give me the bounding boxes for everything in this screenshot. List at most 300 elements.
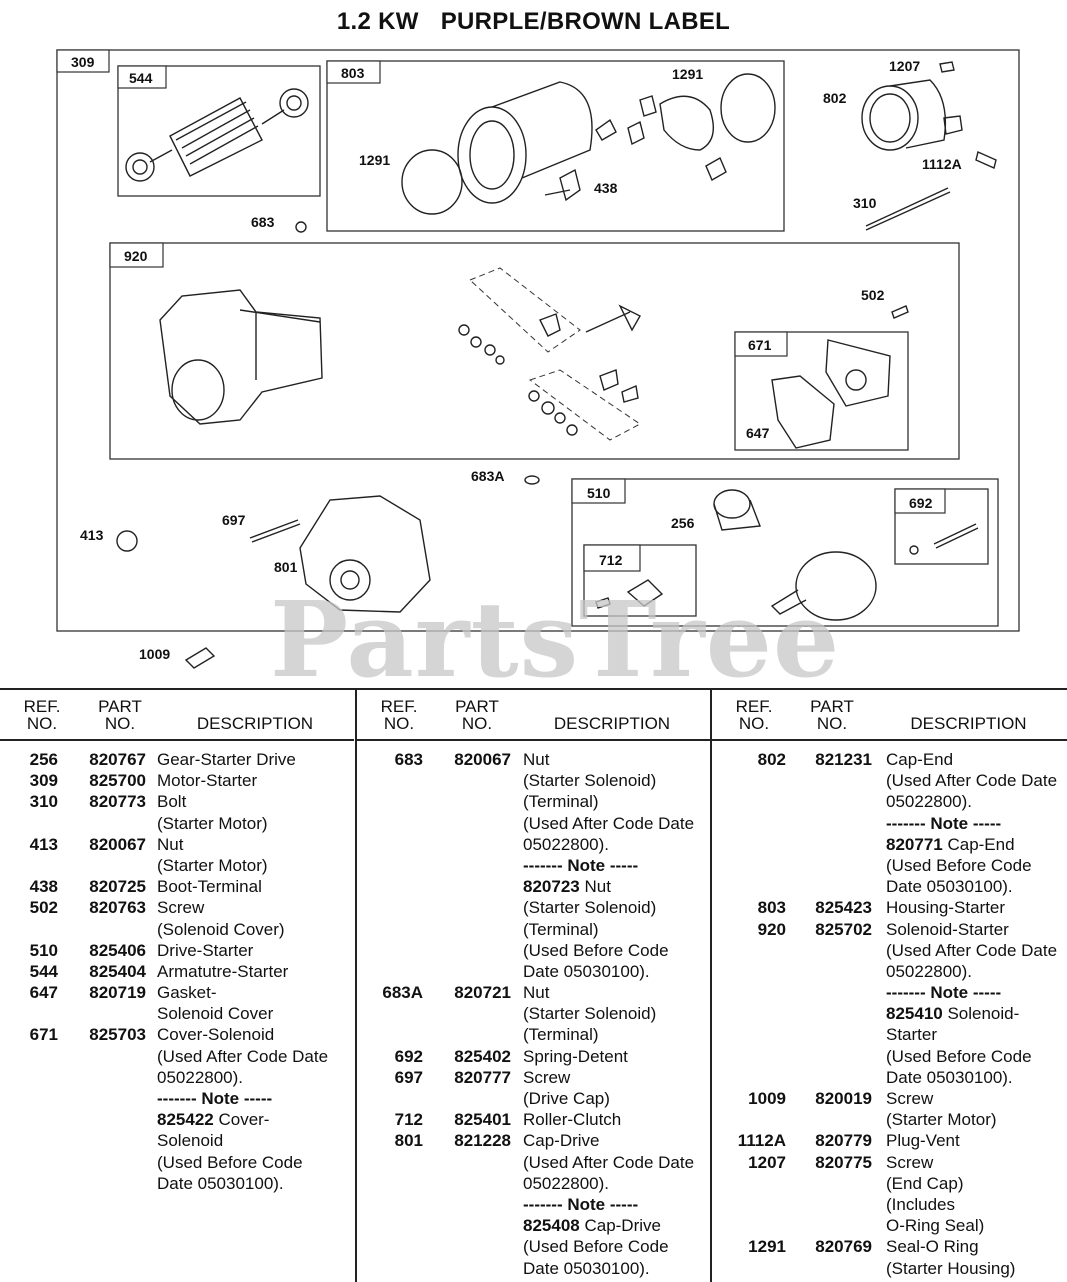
description-text: Gear-Starter Drive bbox=[157, 750, 296, 769]
table-row bbox=[357, 1194, 711, 1215]
description bbox=[157, 982, 217, 1003]
callout-1009: 1009 bbox=[139, 646, 171, 662]
table-row bbox=[0, 1109, 354, 1130]
description-text: Boot-Terminal bbox=[157, 877, 262, 897]
table-row bbox=[357, 1152, 711, 1173]
description bbox=[523, 1258, 650, 1279]
screw-1009-part bbox=[186, 648, 214, 668]
table-row bbox=[357, 1258, 711, 1279]
description bbox=[886, 1173, 963, 1194]
description bbox=[523, 1236, 669, 1257]
description bbox=[523, 1024, 599, 1045]
description-text: (Used Before Code bbox=[886, 1046, 1032, 1066]
nut-683A-part bbox=[525, 476, 539, 484]
table-row bbox=[357, 834, 711, 855]
description-text: Screw bbox=[523, 1067, 571, 1087]
description bbox=[523, 834, 609, 855]
table-row bbox=[712, 1173, 1067, 1194]
ref-no: 310 bbox=[29, 792, 58, 812]
description bbox=[886, 813, 1001, 834]
description-text: (Used Before Code bbox=[523, 940, 669, 960]
callout-1291-left: 1291 bbox=[359, 152, 391, 168]
description bbox=[523, 791, 599, 812]
callout-712: 712 bbox=[599, 552, 623, 568]
table-row bbox=[357, 961, 711, 982]
description bbox=[157, 834, 183, 855]
table-row bbox=[0, 1003, 354, 1024]
description bbox=[157, 1024, 274, 1045]
description-text: Date 05030100). bbox=[157, 1173, 284, 1193]
description bbox=[523, 876, 611, 897]
description bbox=[157, 1088, 272, 1109]
table-row bbox=[712, 1215, 1067, 1236]
description-text: Seal-O Ring bbox=[886, 1237, 979, 1257]
table-row bbox=[712, 791, 1067, 812]
part-no: 820767 bbox=[89, 750, 146, 769]
description-text: Nut bbox=[523, 983, 550, 1003]
description-text: Date 05030100). bbox=[523, 961, 650, 981]
description bbox=[886, 834, 1015, 855]
callout-920: 920 bbox=[124, 248, 148, 264]
table-row bbox=[357, 855, 711, 876]
ref-no: 1009 bbox=[748, 1089, 786, 1108]
description-text: (Terminal) bbox=[523, 792, 599, 812]
description-text: Solenoid bbox=[157, 1131, 224, 1151]
table-row bbox=[712, 1088, 1067, 1109]
table-row bbox=[357, 1088, 711, 1109]
description-text: Gasket- bbox=[157, 983, 217, 1003]
description bbox=[523, 1152, 694, 1173]
callout-803: 803 bbox=[341, 65, 365, 81]
table-row bbox=[0, 834, 354, 855]
callout-692: 692 bbox=[909, 495, 933, 511]
description-text: (Starter Motor) bbox=[886, 1110, 997, 1130]
description-text: (Starter Motor) bbox=[157, 813, 268, 833]
ref-no: 438 bbox=[29, 877, 58, 897]
ref-no: 510 bbox=[29, 940, 58, 960]
table-row bbox=[712, 1109, 1067, 1130]
description-text: 05022800). bbox=[523, 834, 610, 854]
description-text: (Used After Code Date bbox=[523, 1152, 695, 1172]
ref-no: 647 bbox=[29, 983, 58, 1003]
table-row bbox=[357, 876, 711, 897]
spring-part bbox=[934, 524, 978, 548]
description bbox=[157, 919, 285, 940]
part-no: 825700 bbox=[89, 771, 146, 791]
part-no: 821228 bbox=[454, 1131, 511, 1151]
table-row bbox=[712, 1236, 1067, 1257]
table-row bbox=[0, 940, 354, 961]
description bbox=[886, 1109, 997, 1130]
callout-802: 802 bbox=[823, 90, 847, 106]
table-row bbox=[712, 1130, 1067, 1151]
callout-309: 309 bbox=[71, 54, 95, 70]
table-row bbox=[712, 897, 1067, 918]
description-text: Cover- bbox=[213, 1110, 270, 1130]
table-row bbox=[712, 1003, 1067, 1024]
table-row bbox=[712, 770, 1067, 791]
description-text: (Starter Motor) bbox=[157, 855, 268, 875]
description bbox=[886, 1067, 1013, 1088]
description bbox=[523, 961, 650, 982]
table-row bbox=[357, 897, 711, 918]
description bbox=[886, 919, 1009, 940]
part-no: 820019 bbox=[815, 1089, 872, 1108]
description-text: ------- Note ----- bbox=[886, 813, 1002, 833]
description bbox=[523, 1173, 609, 1194]
ref-no: 803 bbox=[757, 898, 786, 918]
description bbox=[523, 770, 656, 791]
description bbox=[886, 940, 1057, 961]
parts-rows bbox=[357, 749, 711, 1279]
table-row bbox=[357, 791, 711, 812]
description bbox=[886, 1003, 1019, 1024]
parts-column-1 bbox=[0, 690, 354, 1282]
description-text: ------- Note ----- bbox=[523, 855, 639, 875]
description bbox=[157, 1046, 328, 1067]
description-text: 05022800). bbox=[523, 1173, 610, 1193]
description bbox=[157, 961, 288, 982]
description bbox=[157, 1152, 303, 1173]
description bbox=[886, 1130, 960, 1151]
part-no: 825402 bbox=[454, 1046, 511, 1066]
ref-no: 1112A bbox=[737, 1131, 786, 1151]
part-no: 820725 bbox=[89, 877, 146, 897]
nut-413-part bbox=[117, 531, 137, 551]
table-row bbox=[0, 855, 354, 876]
ref-no: 712 bbox=[394, 1110, 423, 1130]
description-text: (Used Before Code bbox=[523, 1237, 669, 1257]
ref-no: 671 bbox=[29, 1025, 58, 1045]
description bbox=[523, 1194, 638, 1215]
table-row bbox=[0, 897, 354, 918]
description bbox=[886, 876, 1013, 897]
table-row bbox=[0, 1046, 354, 1067]
description-text: Roller-Clutch bbox=[523, 1110, 622, 1130]
description-text: Cap-End bbox=[886, 750, 954, 769]
parts-rows bbox=[712, 749, 1067, 1279]
description-text: (Used Before Code bbox=[886, 855, 1032, 875]
table-row bbox=[712, 982, 1067, 1003]
callout-544: 544 bbox=[129, 70, 153, 86]
description bbox=[157, 770, 257, 791]
ref-no: 697 bbox=[394, 1067, 423, 1087]
table-row bbox=[357, 940, 711, 961]
description bbox=[523, 919, 599, 940]
table-header: REF. NO. PART NO. DESCRIPTION bbox=[0, 690, 354, 741]
nut-683-part bbox=[296, 222, 306, 232]
description bbox=[886, 791, 972, 812]
housing-part bbox=[402, 74, 775, 214]
description-text: (Terminal) bbox=[523, 1025, 599, 1045]
table-row bbox=[0, 919, 354, 940]
description bbox=[523, 1003, 656, 1024]
callout-438: 438 bbox=[594, 180, 618, 196]
part-no: 820067 bbox=[454, 750, 511, 769]
part-no: 820721 bbox=[454, 983, 511, 1003]
callout-1207: 1207 bbox=[889, 58, 921, 74]
description-text: Solenoid-Starter bbox=[886, 919, 1009, 939]
ref-no: 309 bbox=[29, 771, 58, 791]
description-text: ------- Note ----- bbox=[523, 1194, 639, 1214]
description-text: ------- Note ----- bbox=[157, 1089, 273, 1108]
description bbox=[886, 1236, 979, 1257]
description-text: (Includes bbox=[886, 1194, 955, 1214]
description-text: Nut bbox=[157, 834, 184, 854]
alt-part-no: 825408 bbox=[523, 1216, 580, 1236]
part-no: 825404 bbox=[89, 961, 146, 981]
alt-part-no: 825422 bbox=[157, 1110, 214, 1130]
table-row bbox=[712, 1067, 1067, 1088]
description bbox=[157, 876, 262, 897]
table-row bbox=[712, 749, 1067, 770]
description-text: (Starter Solenoid) bbox=[523, 898, 657, 918]
table-row bbox=[0, 791, 354, 812]
parts-column-2 bbox=[355, 690, 711, 1282]
description-text: (Terminal) bbox=[523, 919, 599, 939]
description-text: (Used After Code Date bbox=[523, 813, 695, 833]
callout-1112A: 1112A bbox=[922, 156, 962, 172]
part-no: 821231 bbox=[815, 750, 872, 769]
callout-697: 697 bbox=[222, 512, 246, 528]
callout-510: 510 bbox=[587, 485, 611, 501]
alt-part-no: 820723 bbox=[523, 877, 580, 897]
description bbox=[523, 1067, 570, 1088]
table-row bbox=[712, 876, 1067, 897]
table-row bbox=[0, 1024, 354, 1045]
description-text: (End Cap) bbox=[886, 1173, 964, 1193]
table-row bbox=[0, 1173, 354, 1194]
callout-413: 413 bbox=[80, 527, 104, 543]
description-text: Armatutre-Starter bbox=[157, 961, 289, 981]
part-no: 820773 bbox=[89, 792, 146, 812]
table-header: REF. NO. PART NO. DESCRIPTION bbox=[357, 690, 711, 741]
description-text: Housing-Starter bbox=[886, 898, 1006, 918]
description-text: ------- Note ----- bbox=[886, 983, 1002, 1003]
callout-801: 801 bbox=[274, 559, 298, 575]
description bbox=[157, 791, 186, 812]
ref-no: 683 bbox=[394, 750, 423, 769]
description-text: (Starter Solenoid) bbox=[523, 771, 657, 791]
table-row bbox=[0, 1130, 354, 1151]
table-row bbox=[357, 982, 711, 1003]
table-row bbox=[357, 1173, 711, 1194]
part-no: 820719 bbox=[89, 983, 146, 1003]
description bbox=[886, 1194, 955, 1215]
ref-no: 544 bbox=[29, 961, 58, 981]
description-text: O-Ring Seal) bbox=[886, 1216, 985, 1236]
ref-no: 920 bbox=[757, 919, 786, 939]
description bbox=[523, 897, 656, 918]
description bbox=[523, 982, 549, 1003]
ref-no: 502 bbox=[29, 898, 58, 918]
description bbox=[523, 1088, 610, 1109]
description bbox=[886, 1046, 1032, 1067]
description bbox=[157, 1067, 243, 1088]
ref-no: 413 bbox=[29, 834, 58, 854]
description bbox=[886, 1258, 1015, 1279]
description bbox=[886, 749, 953, 770]
alt-part-no: 820771 bbox=[886, 834, 943, 854]
ref-no: 256 bbox=[29, 750, 58, 769]
description bbox=[157, 813, 268, 834]
armature-part bbox=[126, 89, 308, 181]
ref-no: 802 bbox=[757, 750, 786, 769]
description bbox=[886, 1215, 984, 1236]
description-text: Nut bbox=[523, 750, 550, 769]
table-row bbox=[357, 770, 711, 791]
table-row bbox=[0, 749, 354, 770]
part-no: 820763 bbox=[89, 898, 146, 918]
table-row bbox=[357, 1024, 711, 1045]
table-row bbox=[0, 813, 354, 834]
table-row bbox=[0, 770, 354, 791]
description bbox=[886, 1088, 933, 1109]
description-text: 05022800). bbox=[886, 961, 973, 981]
cover-gasket-part bbox=[772, 340, 890, 448]
description-text: Cover-Solenoid bbox=[157, 1025, 275, 1045]
table-row bbox=[712, 1194, 1067, 1215]
description bbox=[157, 940, 253, 961]
description-text: Cap-End bbox=[942, 834, 1015, 854]
description-text: Plug-Vent bbox=[886, 1131, 960, 1151]
table-row bbox=[357, 1130, 711, 1151]
description-text: Screw bbox=[157, 898, 205, 918]
part-no: 825406 bbox=[89, 940, 146, 960]
part-no: 825702 bbox=[815, 919, 872, 939]
table-row bbox=[357, 813, 711, 834]
description-text: Solenoid- bbox=[942, 1004, 1020, 1024]
part-no: 820769 bbox=[815, 1237, 872, 1257]
part-no: 820777 bbox=[454, 1067, 511, 1087]
table-row bbox=[357, 1215, 711, 1236]
table-row bbox=[712, 834, 1067, 855]
alt-part-no: 825410 bbox=[886, 1004, 943, 1024]
description-text: Cap-Drive bbox=[523, 1131, 600, 1151]
table-row bbox=[0, 1152, 354, 1173]
part-no: 820779 bbox=[815, 1131, 872, 1151]
description bbox=[523, 940, 669, 961]
description-text: Motor-Starter bbox=[157, 771, 258, 791]
ref-no: 801 bbox=[394, 1131, 423, 1151]
description-text: Screw bbox=[886, 1152, 934, 1172]
description bbox=[157, 897, 204, 918]
solenoid-body-part bbox=[160, 290, 322, 424]
description bbox=[886, 897, 1005, 918]
description bbox=[886, 1024, 937, 1045]
description bbox=[886, 961, 972, 982]
description-text: (Used After Code Date bbox=[886, 771, 1058, 791]
table-row bbox=[357, 1236, 711, 1257]
description bbox=[523, 855, 638, 876]
description-text: (Used Before Code bbox=[157, 1152, 303, 1172]
parts-column-3 bbox=[710, 690, 1067, 1282]
table-row bbox=[357, 919, 711, 940]
description-text: Cap-Drive bbox=[579, 1216, 661, 1236]
description bbox=[523, 1046, 628, 1067]
description-text: (Starter Solenoid) bbox=[523, 1004, 657, 1024]
description bbox=[523, 749, 549, 770]
description-text: Date 05030100). bbox=[523, 1258, 650, 1278]
table-row bbox=[357, 1109, 711, 1130]
description-text: Starter bbox=[886, 1025, 938, 1045]
table-row bbox=[712, 919, 1067, 940]
table-row bbox=[0, 982, 354, 1003]
table-row bbox=[712, 1024, 1067, 1045]
callout-683A: 683A bbox=[471, 468, 505, 484]
description bbox=[523, 1109, 621, 1130]
table-row bbox=[712, 1152, 1067, 1173]
description-text: Drive-Starter bbox=[157, 940, 254, 960]
end-cap-part bbox=[862, 62, 996, 230]
description-text: (Solenoid Cover) bbox=[157, 919, 285, 939]
solenoid-small-parts bbox=[459, 268, 640, 440]
part-no: 820775 bbox=[815, 1152, 872, 1172]
part-no: 825423 bbox=[815, 898, 872, 918]
description bbox=[157, 1003, 273, 1024]
watermark: PartsTree bbox=[270, 578, 841, 701]
description-text: Solenoid Cover bbox=[157, 1004, 274, 1024]
description bbox=[157, 855, 268, 876]
description-text: 05022800). bbox=[157, 1067, 244, 1087]
description bbox=[523, 1130, 600, 1151]
callout-310: 310 bbox=[853, 195, 877, 211]
description bbox=[523, 813, 694, 834]
description-text: Screw bbox=[886, 1089, 934, 1108]
housing-803-box bbox=[327, 61, 784, 231]
description bbox=[157, 1130, 223, 1151]
description-text: Date 05030100). bbox=[886, 1067, 1013, 1087]
description-text: (Starter Housing) bbox=[886, 1258, 1016, 1278]
parts-table bbox=[0, 688, 1067, 1282]
description bbox=[886, 982, 1001, 1003]
ref-no: 1207 bbox=[748, 1152, 786, 1172]
ref-no: 692 bbox=[394, 1046, 423, 1066]
table-row bbox=[712, 813, 1067, 834]
description-text: Nut bbox=[579, 877, 611, 897]
table-row bbox=[357, 1003, 711, 1024]
table-row bbox=[0, 961, 354, 982]
table-row bbox=[712, 940, 1067, 961]
table-row bbox=[357, 1067, 711, 1088]
description-text: (Drive Cap) bbox=[523, 1089, 610, 1108]
title-rating: 1.2 KW bbox=[336, 8, 419, 35]
table-row bbox=[0, 1067, 354, 1088]
table-row bbox=[357, 1046, 711, 1067]
callout-671: 671 bbox=[748, 337, 772, 353]
description bbox=[886, 770, 1057, 791]
description-text: (Used After Code Date bbox=[157, 1046, 329, 1066]
part-no: 825401 bbox=[454, 1110, 511, 1130]
table-row bbox=[0, 876, 354, 897]
title-label: PURPLE/BROWN LABEL bbox=[440, 8, 731, 35]
part-no: 820067 bbox=[89, 834, 146, 854]
parts-rows bbox=[0, 749, 354, 1194]
description-text: (Used After Code Date bbox=[886, 940, 1058, 960]
ref-no: 683A bbox=[382, 983, 423, 1003]
screw-502-part bbox=[892, 306, 908, 318]
callout-1291-top: 1291 bbox=[672, 66, 704, 82]
callout-502: 502 bbox=[861, 287, 885, 303]
description-text: Bolt bbox=[157, 792, 187, 812]
description bbox=[157, 1173, 284, 1194]
table-row bbox=[712, 855, 1067, 876]
table-row bbox=[0, 1088, 354, 1109]
part-no: 825703 bbox=[89, 1025, 146, 1045]
callout-683: 683 bbox=[251, 214, 275, 230]
callout-647: 647 bbox=[746, 425, 770, 441]
table-row bbox=[712, 961, 1067, 982]
